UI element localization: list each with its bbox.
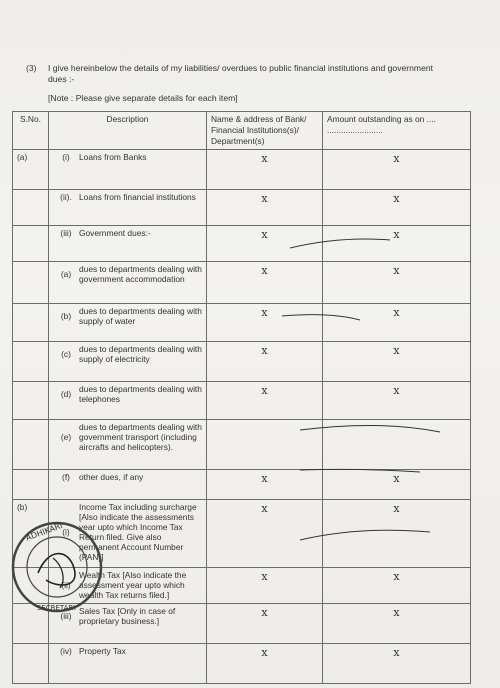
row-bank-cell: [207, 304, 323, 342]
row-description: Sales Tax [Only in case of proprietary business.]: [79, 606, 176, 626]
row-sno: [13, 382, 49, 420]
table-row: [13, 304, 471, 342]
handwritten-cross-mark: x: [393, 228, 400, 241]
column-header-sno: S.No.: [13, 112, 49, 150]
row-description-cell: [49, 150, 207, 190]
row-amount-cell: [323, 470, 471, 500]
row-sno: [13, 190, 49, 226]
row-description-cell: [49, 382, 207, 420]
row-description-cell: [49, 420, 207, 470]
row-label: (i): [62, 527, 70, 537]
row-amount-cell: [323, 568, 471, 604]
table-row: [13, 226, 471, 262]
handwritten-cross-mark: x: [393, 306, 400, 319]
handwritten-cross-mark: x: [393, 384, 400, 397]
row-description: other dues, if any: [79, 472, 144, 482]
row-sno: [13, 342, 49, 382]
row-bank-cell: [207, 342, 323, 382]
official-seal-stamp: [8, 518, 106, 616]
handwritten-cross-mark: x: [261, 472, 268, 485]
table-row: [13, 190, 471, 226]
row-bank-cell: [207, 500, 323, 568]
row-sno: [13, 470, 49, 500]
handwritten-cross-mark: x: [261, 264, 268, 277]
row-label: (iii): [60, 228, 72, 238]
table-row: [13, 644, 471, 684]
column-header-bank: Name & address of Bank/ Financial Institutions(s)/ Department(s): [207, 112, 323, 150]
row-amount-cell: [323, 190, 471, 226]
row-description: Government dues:-: [79, 228, 151, 238]
row-amount-cell: [323, 150, 471, 190]
row-amount-cell: [323, 420, 471, 470]
row-amount-cell: [323, 500, 471, 568]
row-label: (c): [61, 349, 71, 359]
row-bank-cell: [207, 262, 323, 304]
row-description: Wealth Tax [Also indicate the assessment year upto which wealth Tax returns filed.]: [79, 570, 187, 600]
row-description: dues to departments dealing with government transport (including aircrafts and helicopters).: [79, 422, 202, 452]
row-bank-cell: [207, 420, 323, 470]
table-row: [13, 470, 471, 500]
row-bank-cell: [207, 644, 323, 684]
row-description: Loans from Banks: [79, 152, 147, 162]
row-sno: [13, 226, 49, 262]
svg-text:SECRETARY: SECRETARY: [36, 604, 78, 612]
row-description: dues to departments dealing with supply of electricity: [79, 344, 202, 364]
row-amount-cell: [323, 342, 471, 382]
row-amount-cell: [323, 262, 471, 304]
row-description: dues to departments dealing with government accommodation: [79, 264, 202, 284]
row-sno: [13, 420, 49, 470]
row-description-cell: [49, 226, 207, 262]
handwritten-cross-mark: x: [261, 646, 268, 659]
handwritten-cross-mark: x: [261, 570, 268, 583]
row-label: (iii): [60, 611, 72, 621]
svg-text:ADHIKARI: ADHIKARI: [24, 520, 64, 543]
row-description: dues to departments dealing with supply of water: [79, 306, 202, 326]
row-sno: [13, 262, 49, 304]
row-description-cell: [49, 304, 207, 342]
row-description-cell: [49, 644, 207, 684]
row-bank-cell: [207, 604, 323, 644]
handwritten-cross-mark: x: [393, 606, 400, 619]
column-header-amount: Amount outstanding as on .... ........................: [323, 112, 471, 150]
row-description-cell: [49, 342, 207, 382]
row-label: (d): [60, 389, 72, 399]
row-sno: [13, 304, 49, 342]
row-amount-cell: [323, 604, 471, 644]
row-label: (i): [62, 152, 70, 162]
table-row: [13, 342, 471, 382]
intro-text: I give hereinbelow the details of my liabilities/ overdues to public financial institutions and government dues :-: [48, 63, 434, 84]
handwritten-cross-mark: x: [261, 344, 268, 357]
row-label: (ii).: [60, 192, 72, 202]
handwritten-cross-mark: x: [393, 646, 400, 659]
row-description-cell: [49, 262, 207, 304]
row-amount-cell: [323, 382, 471, 420]
handwritten-cross-mark: x: [261, 502, 268, 515]
item-number: (3): [26, 63, 37, 73]
handwritten-cross-mark: x: [393, 152, 400, 165]
table-row: [13, 262, 471, 304]
row-description-cell: [49, 190, 207, 226]
table-row: [13, 420, 471, 470]
handwritten-cross-mark: x: [261, 228, 268, 241]
row-bank-cell: [207, 470, 323, 500]
row-sno: (a): [13, 150, 49, 190]
row-label: (ii): [61, 580, 71, 590]
row-sno: [13, 644, 49, 684]
row-label: (f): [62, 472, 70, 482]
handwritten-cross-mark: x: [393, 344, 400, 357]
handwritten-cross-mark: x: [261, 306, 268, 319]
row-label: (a): [60, 269, 72, 279]
row-description: Income Tax including surcharge [Also indicate the assessments year upto which Income Tax Return filed. Give also permanent Account Number (PAN)]: [79, 502, 197, 562]
handwritten-cross-mark: x: [393, 570, 400, 583]
row-bank-cell: [207, 150, 323, 190]
row-bank-cell: [207, 226, 323, 262]
row-description: dues to departments dealing with telephones: [79, 384, 202, 404]
row-description-cell: [49, 470, 207, 500]
row-label: (e): [60, 432, 72, 442]
handwritten-cross-mark: x: [261, 384, 268, 397]
handwritten-cross-mark: x: [393, 472, 400, 485]
column-header-description: Description: [49, 112, 207, 150]
table-row: [13, 382, 471, 420]
handwritten-cross-mark: x: [393, 264, 400, 277]
table-row: [13, 150, 471, 190]
row-description: Property Tax: [79, 646, 126, 656]
note-text: [Note : Please give separate details for each item]: [48, 93, 238, 103]
row-bank-cell: [207, 568, 323, 604]
row-label: (iv): [60, 646, 72, 656]
row-label: (b): [60, 311, 72, 321]
handwritten-cross-mark: x: [261, 152, 268, 165]
row-bank-cell: [207, 382, 323, 420]
handwritten-cross-mark: x: [261, 192, 268, 205]
row-sno: (b): [13, 500, 49, 568]
row-bank-cell: [207, 190, 323, 226]
handwritten-cross-mark: x: [261, 606, 268, 619]
row-amount-cell: [323, 304, 471, 342]
row-amount-cell: [323, 644, 471, 684]
handwritten-cross-mark: x: [393, 192, 400, 205]
handwritten-cross-mark: x: [393, 502, 400, 515]
row-amount-cell: [323, 226, 471, 262]
row-description: Loans from financial institutions: [79, 192, 196, 202]
